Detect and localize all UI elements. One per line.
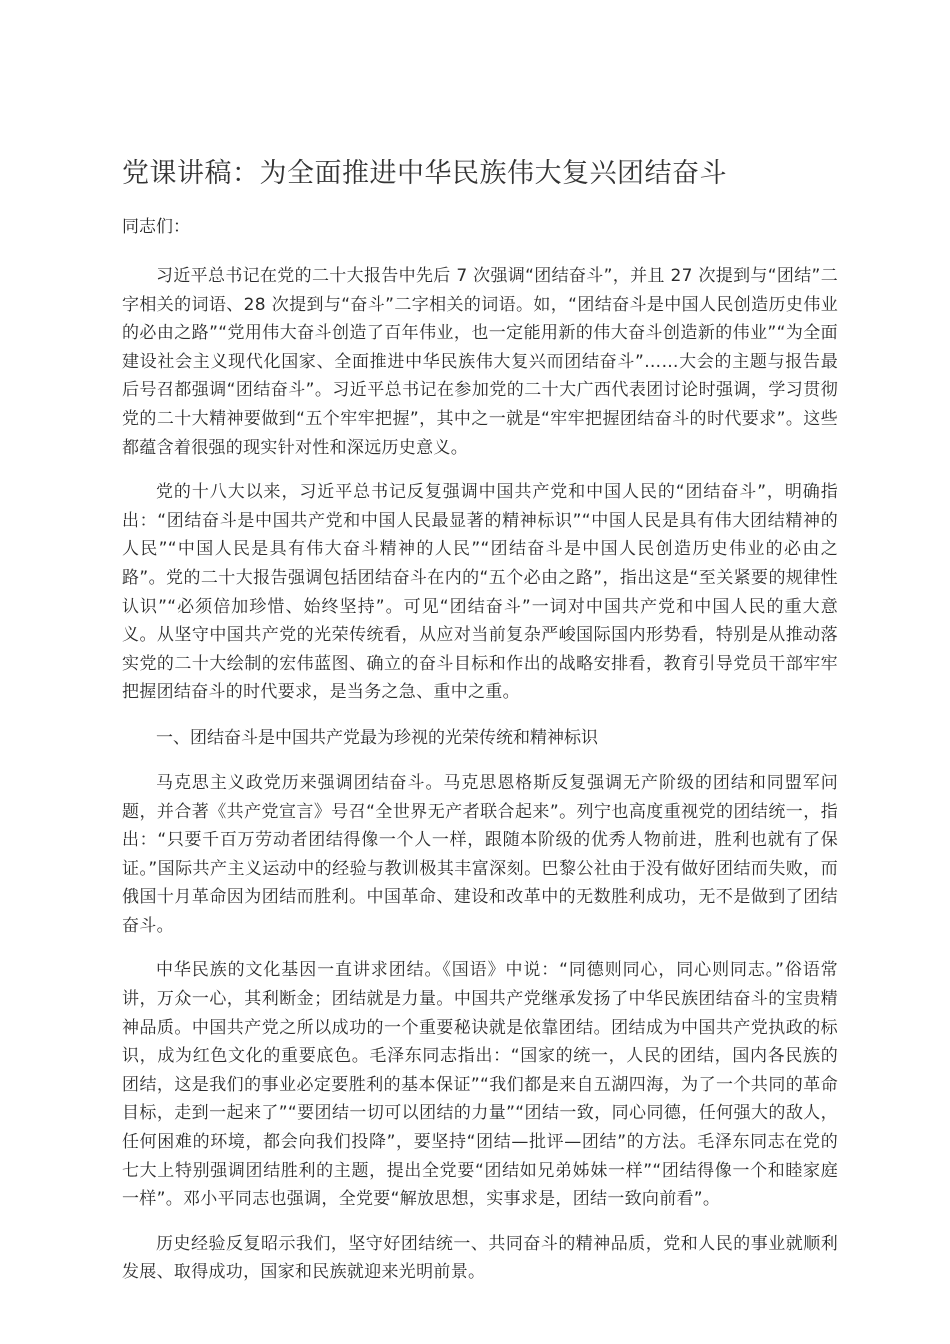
- paragraph-section-2: 中华民族的文化基因一直讲求团结。《国语》中说：“同德则同心，同心则同志。”俗语常讲，万众一心，其利断金；团结就是力量。中国共产党继承发扬了中华民族团结奋斗的宝贵精神品质。中国共产党之所以成功的一个重要秘诀就是依靠团结。团结成为中国共产党执政的标识，成为红色文化的重要底色。毛泽东同志指出：“国家的统一，人民的团结，国内各民族的团结，这是我们的事业必定要胜利的基本保证”“我们都是来自五湖四海，为了一个共同的革命目标，走到一起来了”“要团结一切可以团结的力量”“团结一致，同心同德，任何强大的敌人，任何困难的环境，都会向我们投降”，要坚持“团结—批评—团结”的方法。毛泽东同志在党的七大上特别强调团结胜利的主题，提出全党要“团结如兄弟姊妹一样”“团结得像一个和睦家庭一样”。邓小平同志也强调，全党要“解放思想，实事求是，团结一致向前看”。: [122, 960, 838, 1210]
- paragraph-intro-2: 党的十八大以来，习近平总书记反复强调中国共产党和中国人民的“团结奋斗”，明确指出：“团结奋斗是中国共产党和中国人民最显著的精神标识”“中国人民是具有伟大团结精神的人民”“中国人民是具有伟大奋斗精神的人民”“团结奋斗是中国人民创造历史伟业的必由之路”。党的二十大报告强调包括团结奋斗在内的“五个必由之路”，指出这是“至关紧要的规律性认识”“必须倍加珍惜、始终坚持”。可见“团结奋斗”一词对中国共产党和中国人民的重大意义。从坚守中国共产党的光荣传统看，从应对当前复杂严峻国际国内形势看，特别是从推动落实党的二十大绘制的宏伟蓝图、确立的奋斗目标和作出的战略安排看，教育引导党员干部牢牢把握团结奋斗的时代要求，是当务之急、重中之重。: [122, 482, 838, 703]
- paragraph-section-3: 历史经验反复昭示我们，坚守好团结统一、共同奋斗的精神品质，党和人民的事业就顺利发展、取得成功，国家和民族就迎来光明前景。: [122, 1233, 838, 1283]
- document-title: 党课讲稿：为全面推进中华民族伟大复兴团结奋斗: [122, 158, 727, 189]
- paragraph-section-1: 马克思主义政党历来强调团结奋斗。马克思恩格斯反复强调无产阶级的团结和同盟军问题，并合著《共产党宣言》号召“全世界无产者联合起来”。列宁也高度重视党的团结统一，指出：“只要千百万劳动者团结得像一个人一样，跟随本阶级的优秀人物前进，胜利也就有了保证。”国际共产主义运动中的经验与教训极其丰富深刻。巴黎公社由于没有做好团结而失败，而俄国十月革命因为团结而胜利。中国革命、建设和改革中的无数胜利成功，无不是做到了团结奋斗。: [122, 772, 838, 936]
- salutation: 同志们：: [122, 217, 190, 237]
- section-heading-1: 一、团结奋斗是中国共产党最为珍视的光荣传统和精神标识: [156, 727, 598, 748]
- document-page: [122, 150, 838, 1303]
- paragraph-intro-1: 习近平总书记在党的二十大报告中先后 7 次强调“团结奋斗”，并且 27 次提到与“团结”二字相关的词语、28 次提到与“奋斗”二字相关的词语。如，“团结奋斗是中国人民创造历史伟业的必由之路”“党用伟大奋斗创造了百年伟业，也一定能用新的伟大奋斗创造新的伟业”“为全面建设社会主义现代化国家、全面推进中华民族伟大复兴而团结奋斗”……大会的主题与报告最后号召都强调“团结奋斗”。习近平总书记在参加党的二十大广西代表团讨论时强调，学习贯彻党的二十大精神要做到“五个牢牢把握”，其中之一就是“牢牢把握团结奋斗的时代要求”。这些都蕴含着很强的现实针对性和深远历史意义。: [122, 266, 838, 458]
